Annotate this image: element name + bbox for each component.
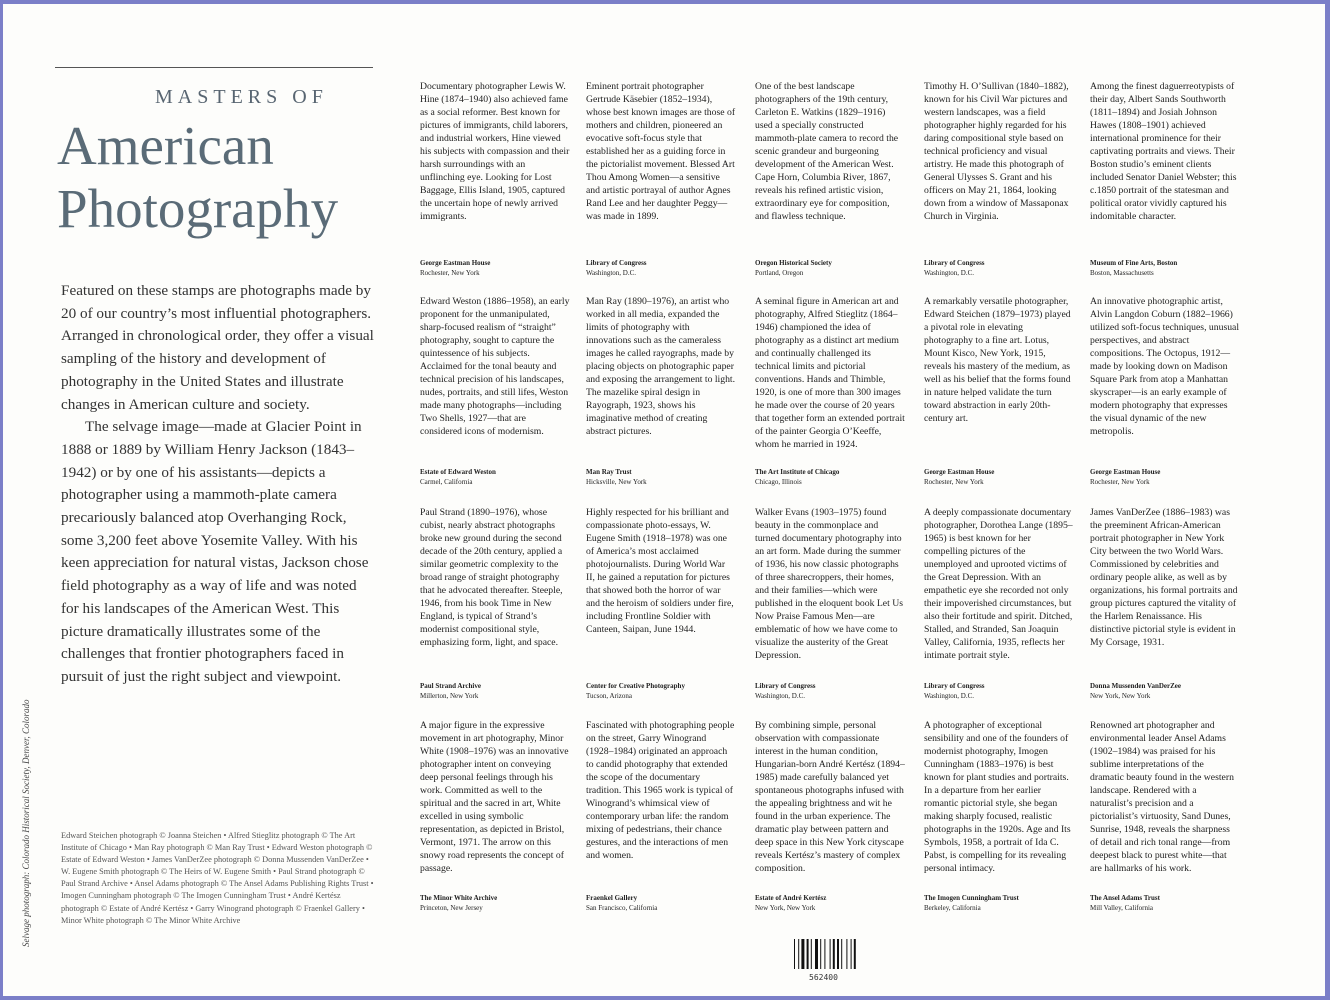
credit-institution: Paul Strand Archive <box>420 682 481 690</box>
credit-institution: George Eastman House <box>1090 468 1161 476</box>
barcode-number: 562400 <box>809 973 838 982</box>
stamp-description-text: A seminal figure in American art and photography, Alfred Stieglitz (1864–1946) championed the idea of photography as a distinct art medium and continually challenged its technical limits and pictorial conventions. Hands and Thimble, 1920, is one of more than 300 images he made over the course of 20 years that together form an extended portrait of the painter Georgia O’Keeffe, whom he married in 1924. <box>755 296 905 450</box>
stamp-description <box>924 80 1074 280</box>
stamp-description-text: A deeply compassionate documentary photographer, Dorothea Lange (1895–1965) is best known for her compelling pictures of the unemployed and uprooted victims of the Great Depression. With an empathetic eye she recorded not only their impoverished circumstances, but also their fortitude and spirit. Ditched, Stalled, and Stranded, San Joaquin Valley, California, 1935, reflects her intimate portrait style. <box>924 507 1073 661</box>
credit-location: Washington, D.C. <box>586 269 636 277</box>
stamp-description-text: Eminent portrait photographer Gertrude Käsebier (1852–1934), whose best known images are those of mothers and children, pioneered an evocative soft-focus style that established her as a guiding force in the pictorialist movement. Blessed Art Thou Among Women—a sensitive and artistic portrayal of author Agnes Rand Lee and her daughter Peggy—was made in 1899. <box>586 81 736 222</box>
credit-location: Rochester, New York <box>924 478 984 486</box>
barcode-bar <box>820 939 821 969</box>
credit-location: Boston, Massachusetts <box>1090 269 1154 277</box>
credit-location: Rochester, New York <box>1090 478 1150 486</box>
stamp-description <box>420 80 570 280</box>
stamp-description-text: Walker Evans (1903–1975) found beauty in the commonplace and turned documentary photography into an art form. Made during the summer of 1936, his now classic photographs of three sharecroppers, their homes, and their families—which were published in the eloquent book Let Us Now Praise Famous Men—are emblematic of how we have come to visualize the austerity of the Great Depression. <box>755 507 903 661</box>
stamp-description-text: Renowned art photographer and environmental leader Ansel Adams (1902–1984) was praised for his sublime interpretations of the dramatic beauty found in the western landscape. Rendered with a naturalist’s precision and a pictorialist’s virtuosity, Sand Dunes, Sunrise, 1948, reveals the sharpness of detail and rich tonal range—from deepest black to purest white—that are hallmarks of his work. <box>1090 720 1234 874</box>
stamp-description <box>755 295 905 489</box>
barcode-bar <box>854 939 856 969</box>
stamp-description <box>420 295 570 489</box>
credit-location: San Francisco, California <box>586 904 658 912</box>
photo-credits: Edward Steichen photograph © Joanna Steichen • Alfred Stieglitz photograph © The Art Institute of Chicago • Man Ray photograph © Man Ray Trust • Edward Weston photograph © Estate of Edward Weston • James VanDerZee photograph © Donna Mussenden VanDerZee • W. Eugene Smith photograph © The Heirs of W. Eugene Smith • Paul Strand photograph © Paul Strand Archive • Ansel Adams photograph © The Ansel Adams Publishing Rights Trust • Imogen Cunningham photograph © The Imogen Cunningham Trust • André Kertész photograph © Estate of André Kertész • Garry Winogrand photograph © Fraenkel Gallery • Minor White photograph © The Minor White Archive <box>61 831 374 925</box>
stamp-description <box>755 719 905 915</box>
stamp-description <box>1090 506 1240 703</box>
credit-institution: Library of Congress <box>755 682 816 690</box>
stamp-description-text: Highly respected for his brilliant and compassionate photo-essays, W. Eugene Smith (1918–1978) was one of America’s most acclaimed photojournalists. During World War II, he gained a reputation for pictures that showed both the horror of war and the heroism of soldiers under fire, including Frontline Soldier with Canteen, Saipan, June 1944. <box>586 507 734 635</box>
credit-location: Washington, D.C. <box>924 269 974 277</box>
barcode-bar <box>811 939 812 969</box>
credit-institution: Donna Mussenden VanDerZee <box>1090 682 1182 690</box>
credit-institution: Library of Congress <box>586 259 647 267</box>
stamp-description-text: By combining simple, personal observation with compassionate interest in the human condition, Hungarian-born André Kertész (1894–1985) made carefully balanced yet spontaneous photographs infused with the appealing brightness and wit he found in the urban experience. The dramatic play between pattern and deep space in this New York cityscape reveals Kertész’s mastery of complex composition. <box>755 720 905 874</box>
credit-location: Tucson, Arizona <box>586 692 633 700</box>
stamp-description-text: Paul Strand (1890–1976), whose cubist, nearly abstract photographs broke new ground during the second decade of the 20th century, applied a similar geometric complexity to the broad range of straight photography that he advocated thereafter. Steeple, 1946, from his book Time in New England, is typical of Strand’s modernist compositional style, emphasizing form, light, and space. <box>420 507 563 648</box>
stamp-description <box>586 295 736 489</box>
credit-institution: Center for Creative Photography <box>586 682 685 690</box>
stamp-description-text: An innovative photographic artist, Alvin Langdon Coburn (1882–1966) utilized soft-focus techniques, unusual perspectives, and abstract compositions. The Octopus, 1912—made by looking down on Madison Square Park from atop a Manhattan skyscraper—is an early example of modern photography that expresses the visual dynamic of the new metropolis. <box>1090 296 1240 437</box>
stamp-description-text: Timothy H. O’Sullivan (1840–1882), known for his Civil War pictures and western landscapes, was a field photographer highly regarded for his daring compositional style based on technical proficiency and visual artistry. He made this photograph of General Ulysses S. Grant and his officers on May 21, 1864, looking down from a window of Massaponax Church in Virginia. <box>924 81 1069 222</box>
intro-paragraph-2: The selvage image—made at Glacier Point in 1888 or 1889 by William Henry Jackson (1843–1942) or by one of his assistants—depicts a photographer using a mammoth-plate camera precariously balanced atop Overhanging Rock, some 3,200 feet above Yosemite Valley. With his keen appreciation for natural vistas, Jackson chose field photography as a way of life and was noted for his landscapes of the American West. This picture dramatically illustrates some of the challenges that frontier photographers faced in pursuit of just the right subject and viewpoint. <box>61 418 369 685</box>
credit-location: Washington, D.C. <box>755 692 805 700</box>
barcode-bar <box>815 939 818 969</box>
stamp-description <box>1090 295 1240 489</box>
barcode-bar <box>833 939 835 969</box>
title-line-2: Photography <box>57 178 339 239</box>
stamp-description <box>420 506 570 703</box>
credit-location: Chicago, Illinois <box>755 478 802 486</box>
barcode-bar <box>807 939 809 969</box>
stamp-description <box>586 80 736 280</box>
credit-location: Carmel, California <box>420 478 473 486</box>
title-line-1: American <box>57 115 274 176</box>
stamp-description <box>924 506 1074 703</box>
stamp-description-text: Edward Weston (1886–1958), an early proponent for the unmanipulated, sharp-focused realism of “straight” photography, sought to capture the quintessence of his subjects. Acclaimed for the tonal beauty and technical precision of his landscapes, nudes, portraits, and still lifes, Weston made many photographs—including Two Shells, 1927—that are considered icons of modernism. <box>420 296 570 437</box>
stamp-description <box>924 719 1074 915</box>
credit-location: Rochester, New York <box>420 269 480 277</box>
barcode-bar <box>830 939 831 969</box>
credit-institution: Oregon Historical Society <box>755 259 832 267</box>
barcode <box>793 939 863 969</box>
barcode-bar <box>798 939 799 969</box>
credit-location: Hicksville, New York <box>586 478 647 486</box>
stamp-description-text: Among the finest daguerreotypists of their day, Albert Sands Southworth (1811–1894) and Josiah Johnson Hawes (1808–1901) achieved international prominence for their captivating portraits and views. Their Boston studio’s eminent clients included Senator Daniel Webster; this c.1850 portrait of the statesman and political orator vividly captured his indomitable character. <box>1090 81 1237 222</box>
credit-institution: The Art Institute of Chicago <box>755 468 840 476</box>
stamp-description <box>420 719 570 915</box>
credit-location: Mill Valley, California <box>1090 904 1153 912</box>
stamp-description <box>586 506 736 703</box>
stamp-description <box>1090 719 1240 915</box>
credit-institution: Estate of Edward Weston <box>420 468 496 476</box>
barcode-bar <box>824 939 825 969</box>
credit-institution: Museum of Fine Arts, Boston <box>1090 259 1178 267</box>
barcode-bar <box>846 939 847 969</box>
credit-institution: The Ansel Adams Trust <box>1090 894 1160 902</box>
stamp-description-text: Fascinated with photographing people on the street, Garry Winogrand (1928–1984) originated an approach to candid photography that extended the scope of the documentary tradition. This 1965 work is typical of Winogrand’s whimsical view of contemporary urban life: the random mixing of pedestrians, their chance gestures, and the interactions of men and women. <box>586 720 735 861</box>
credit-institution: Library of Congress <box>924 682 985 690</box>
stamp-description-text: James VanDerZee (1886–1983) was the preeminent African-American portrait photographer in New York City between the two World Wars. Commissioned by celebrities and ordinary people alike, as well as by organizations, his formal portraits and group pictures captured the vitality of the Harlem Renaissance. His distinctive pictorial style is evident in My Corsage, 1931. <box>1090 507 1238 648</box>
credit-institution: Fraenkel Gallery <box>586 894 638 902</box>
stamp-description <box>924 295 1074 489</box>
stamp-description <box>1090 80 1240 280</box>
barcode-bar <box>801 939 804 969</box>
barcode-bar <box>841 939 842 969</box>
credit-institution: Library of Congress <box>924 259 985 267</box>
stamp-description <box>755 80 905 280</box>
credit-institution: The Minor White Archive <box>420 894 498 902</box>
intro-paragraph-1: Featured on these stamps are photographs made by 20 of our country’s most influential photographers. Arranged in chronological order, they offer a visual sampling of the history and development of photography in the United States and illustrate changes in American culture and society. <box>61 282 374 413</box>
barcode-bar <box>837 939 839 969</box>
masters-of-heading: MASTERS OF <box>155 86 328 108</box>
credit-location: Washington, D.C. <box>924 692 974 700</box>
credit-institution: George Eastman House <box>420 259 491 267</box>
stamp-description-text: Documentary photographer Lewis W. Hine (1874–1940) also achieved fame as a social reformer. Best known for pictures of immigrants, child laborers, and industrial workers, Hine viewed his subjects with compassion and their harsh surroundings with an unflinching eye. Looking for Lost Baggage, Ellis Island, 1905, captured the uncertain hope of newly arrived immigrants. <box>420 81 570 222</box>
credit-institution: The Imogen Cunningham Trust <box>924 894 1019 902</box>
barcode-bar <box>851 939 852 969</box>
stamp-description-text: A remarkably versatile photographer, Edward Steichen (1879–1973) played a pivotal role in elevating photography to a fine art. Lotus, Mount Kisco, New York, 1915, reveals his mastery of the medium, as well as his belief that the forms found in nature helped validate the turn toward abstraction in early 20th-century art. <box>924 296 1071 424</box>
credit-location: Portland, Oregon <box>755 269 804 277</box>
credit-location: Millerton, New York <box>420 692 479 700</box>
selvage-credit: Selvage photograph: Colorado Historical Society, Denver, Colorado <box>21 699 31 947</box>
header-rule <box>55 67 373 68</box>
stamp-description <box>586 719 736 915</box>
credit-location: New York, New York <box>1090 692 1151 700</box>
credit-location: New York, New York <box>755 904 816 912</box>
page-title <box>57 114 387 240</box>
stamp-description <box>755 506 905 703</box>
stamp-description-text: One of the best landscape photographers of the 19th century, Carleton E. Watkins (1829–1916) used a specially constructed mammoth-plate camera to record the scenic grandeur and burgeoning development of the American West. Cape Horn, Columbia River, 1867, reveals his refined artistic vision, extraordinary eye for composition, and flawless technique. <box>755 81 899 222</box>
barcode-bar <box>794 939 795 969</box>
intro-text <box>61 280 377 689</box>
credit-institution: Estate of André Kertész <box>755 894 827 902</box>
credit-location: Berkeley, California <box>924 904 981 912</box>
credit-institution: Man Ray Trust <box>586 468 632 476</box>
stamp-description-text: Man Ray (1890–1976), an artist who worked in all media, expanded the limits of photography with innovations such as the cameraless images he called rayographs, made by placing objects on photographic paper and exposing the arrangement to light. The mazelike spiral design in Rayograph, 1923, shows his imaginative method of creating abstract pictures. <box>586 296 736 437</box>
credit-institution: George Eastman House <box>924 468 995 476</box>
stamp-description-text: A photographer of exceptional sensibility and one of the founders of modernist photography, Imogen Cunningham (1883–1976) is best known for plant studies and portraits. In a departure from her earlier romantic pictorial style, she began making sharply focused, realistic photographs in the 1920s. Age and Its Symbols, 1958, a portrait of Ida C. Pabst, is compelling for its revealing personal intimacy. <box>924 720 1071 874</box>
stamp-description-text: A major figure in the expressive movement in art photography, Minor White (1908–1976) was an innovative photographer intent on conveying deep personal feelings through his work. Committed as well to the spiritual and the sacred in art, White excelled in using symbolic representation, as depicted in Bristol, Vermont, 1971. The arrow on this snowy road represents the concept of passage. <box>420 720 569 874</box>
stamp-sheet <box>3 4 1325 996</box>
credit-location: Princeton, New Jersey <box>420 904 483 912</box>
